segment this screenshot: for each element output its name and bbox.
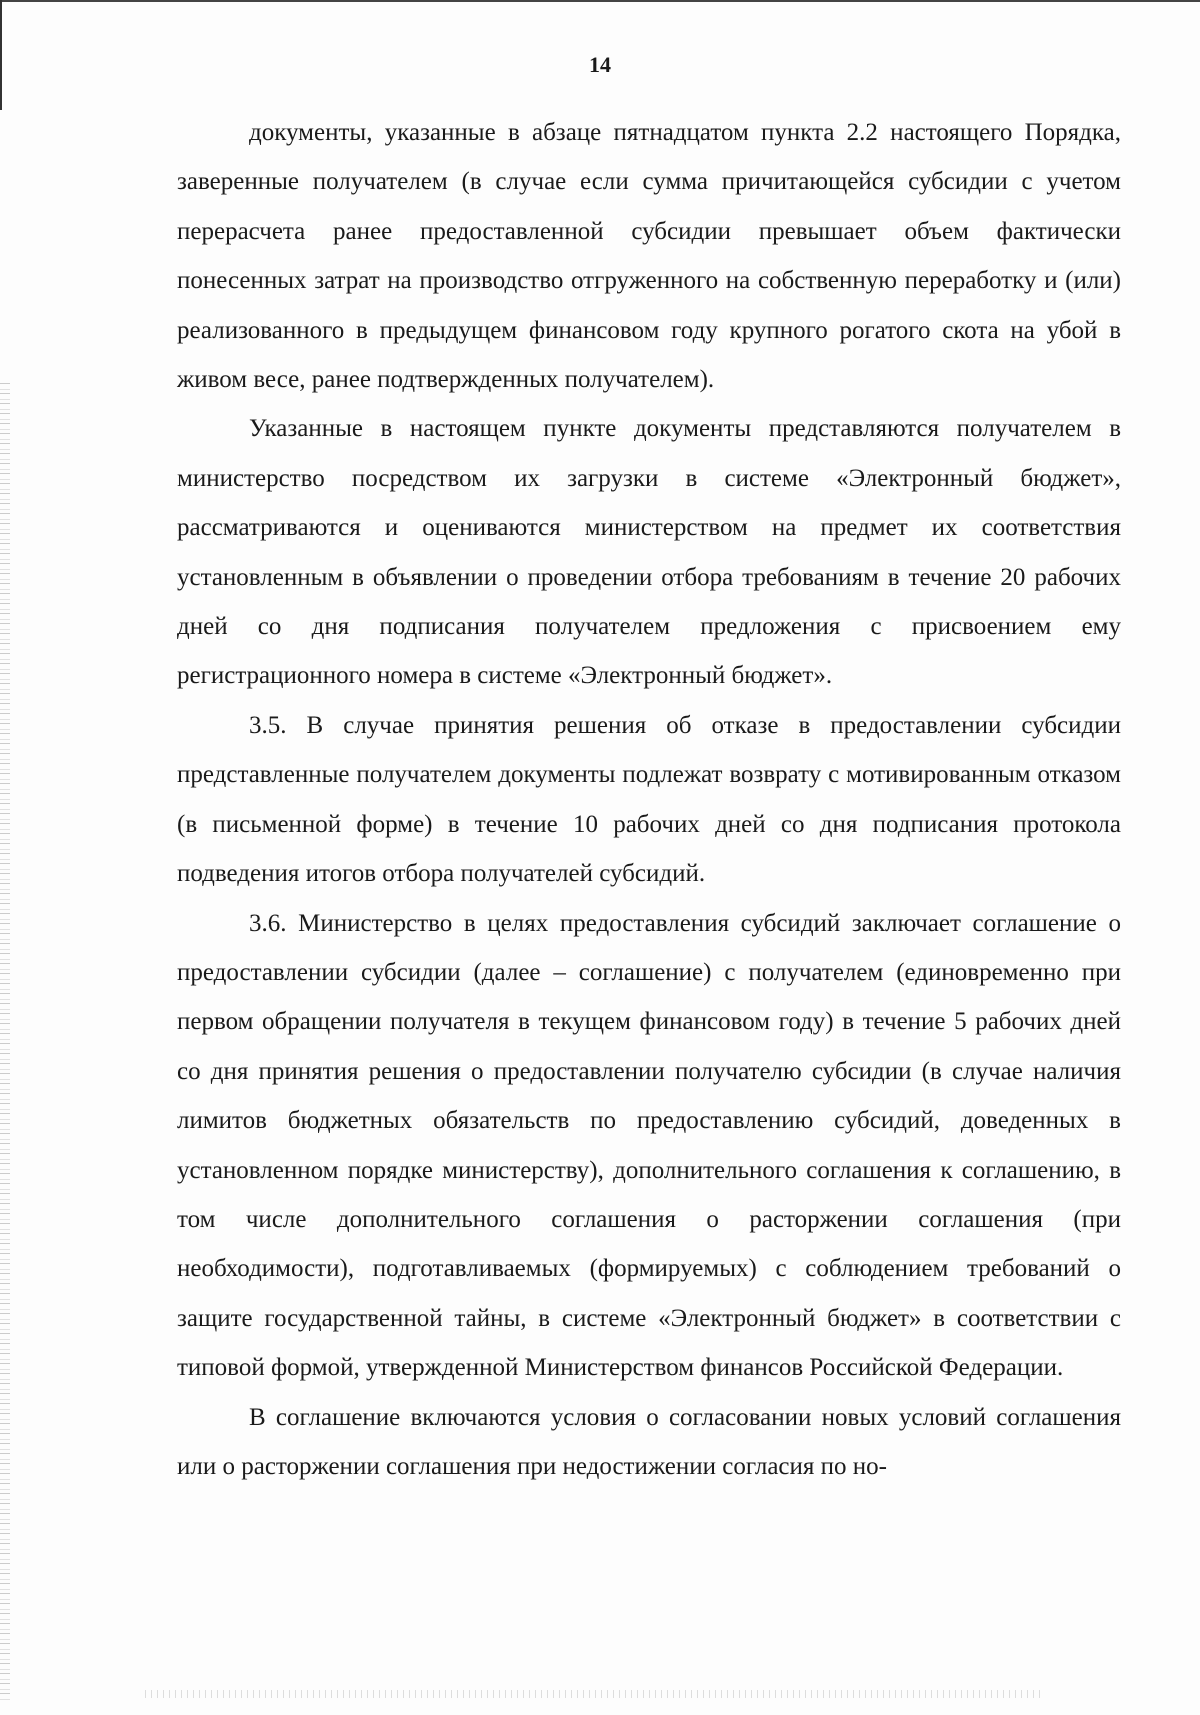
paragraph-documents-list-end: документы, указанные в абзаце пятнадцатом пункта 2.2 настоящего Порядка, заверенные получателем (в случае если сумма причитающейся субсидии с учетом перерасчета ранее предоставленной субсидии превышает объем фактически понесенных затрат на производство отгруженного на собственную переработку и (или) реализованного в предыдущем финансовом году крупного рогатого скота на убой в живом весе, ранее подтвержденных получателем).: [177, 119, 1121, 394]
paragraph-3-6-agreement: 3.6. Министерство в целях предоставления субсидий заключает соглашение о предоставлении субсидии (далее – соглашение) с получателем (единовременно при первом обращении получателя в текущем финансовом году) в течение 5 рабочих дней со дня принятия решения о предоставлении получателю субсидии (в случае наличия лимитов бюджетных обязательств по предоставлению субсидий, доведенных в установленном порядке министерству), дополнительного соглашения к соглашению, в том числе дополнительного соглашения о расторжении соглашения (при необходимости), подготавливаемых (формируемых) с соблюдением требований о защите государственной тайны, в системе «Электронный бюджет» в соответствии с типовой формой, утвержденной Министерством финансов Российской Федерации.: [177, 909, 1121, 1382]
paragraph-agreement-conditions: В соглашение включаются условия о согласовании новых условий соглашения или о расторжении соглашения при недостижении согласия по но-: [177, 1403, 1121, 1480]
scan-border-top: [0, 0, 1200, 2]
scan-bottom-artifact: [140, 1690, 1040, 1698]
scan-edge-artifact: [0, 380, 10, 1700]
document-body: [177, 108, 1121, 1491]
paragraph-submission-review: Указанные в настоящем пункте документы представляются получателем в министерство посредством их загрузки в системе «Электронный бюджет», рассматриваются и оцениваются министерством на предмет их соответствия установленным в объявлении о проведении отбора требованиям в течение 20 рабочих дней со дня подписания получателем предложения с присвоением ему регистрационного номера в системе «Электронный бюджет».: [177, 415, 1121, 690]
page-number: 14: [589, 52, 611, 77]
paragraph-3-5-refusal: 3.5. В случае принятия решения об отказе в предоставлении субсидии представленные получателем документы подлежат возврату с мотивированным отказом (в письменной форме) в течение 10 рабочих дней со дня подписания протокола подведения итогов отбора получателей субсидий.: [177, 711, 1121, 888]
